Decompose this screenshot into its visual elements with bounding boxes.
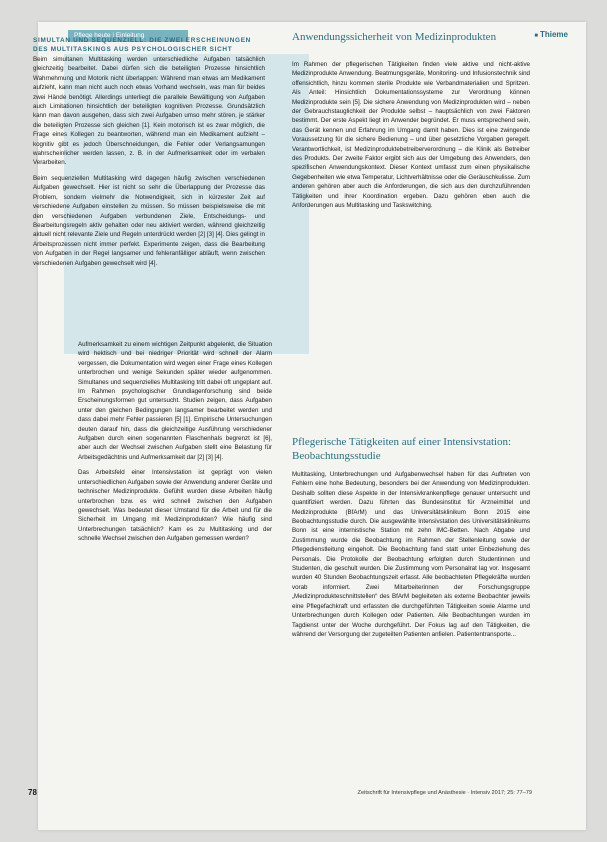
- info-box-body: [33, 55, 265, 274]
- info-box-paragraph: Beim simultanen Multitasking werden unterschiedliche Aufgaben tatsächlich gleichzeitig bearbeitet. Dabei dürfen sich die beteiligten Prozesse hinsichtlich Wahrnehmung und Motorik nicht überlappen: Während man etwas am Medikament aufzieht, kann man nicht auch noch etwas Vorhand wechseln, was man für beides zwei Hände benötigt. Allerdings unterliegt die parallele Bewältigung von Aufgaben auch Limitationen hinsichtlich der beteiligten kognitiven Prozesse. Grundsätzlich kann man davon ausgehen, dass sich zwei Aufgaben umso mehr stören, je stärker die beteiligten Prozesse sich gleichen [1]. Kein motorisch ist es zwar möglich, die Frage eines Kollegen zu beantworten, während man ein Medikament aufzieht – kognitiv gibt es jedoch Überschneidungen, die Fehler oder Verlangsamungen wahrscheinlicher werden lassen, z. B. in der Aufmerksamkeit oder im verbalen Verarbeiten.: [33, 56, 265, 167]
- section-label-left: Pflege heute: [74, 32, 111, 39]
- right-column-text-2: [292, 470, 530, 645]
- brand-logo-icon: ■: [534, 33, 538, 39]
- brand-name: Thieme: [539, 30, 568, 39]
- info-box-heading: SIMULTAN UND SEQUENZIELL: DIE ZWEI ERSCHEINUNGEN DES MULTITASKINGS AUS PSYCHOLOGISCHER SICHT: [33, 37, 251, 53]
- page-number: 78: [28, 788, 37, 797]
- body-paragraph: Das Arbeitsfeld einer Intensivstation ist geprägt von vielen unterschiedlichen Aufgaben sowie der Anwendung anderer Geräte und technischer Medizinprodukte. Gefühlt wurden diese Arbeiten häufig unterbrochen bzw. es wird schnell zwischen den Aufgaben gewechselt. Was bedeutet dieser Umstand für die Arbeit und für die Sicherheit im Umgang mit Medizinprodukten? Wie häufig sind Unterbrechungen tatsächlich? Kam es zu Multitasking und der schnelle Wechsel zwischen den Aufgaben gemessen werden?: [78, 469, 273, 543]
- section-heading-study: Pflegerische Tätigkeiten auf einer Intensivstation: Beobachtungsstudie: [292, 436, 512, 462]
- section-label-right: Einleitung: [115, 32, 145, 39]
- section-separator: |: [112, 32, 116, 39]
- right-column-text-1: [292, 60, 530, 217]
- info-box-paragraph: Beim sequenziellen Multitasking wird dagegen häufig zwischen verschiedenen Aufgaben gewechselt. Hier ist nicht so sehr die Überlappung der Prozesse das Problem, sondern vielmehr die Notwendigkeit, sich in kürzester Zeit auf verschiedene Aufgaben einstellen zu müssen. So müssen beispielsweise die mit den verschiedenen Aufgaben verbundenen Ziele, Entscheidungs- und Bearbeitungsregeln aktiv gehalten oder neu aktiviert werden, während gleichzeitig aktuell nicht relevante Ziele und Regeln unterdrückt werden [2] [3] [4]. Dies gelingt in Arbeitsprozessen nicht immer perfekt. Experimente zeigen, dass die Bearbeitung von Aufgaben in der Regel langsamer und fehleranfälliger abläuft, wenn zwischen verschiedenen Aufgaben gewechselt wird [4].: [33, 174, 265, 267]
- body-paragraph: Multitasking, Unterbrechungen und Aufgabenwechsel haben für das Auftreten von Fehlern eine hohe Bedeutung, besonders bei der Anwendung von Medizinprodukten. Deshalb sollten diese Aspekte in der Intensivkrankenpflege genauer untersucht und quantifiziert werden. Dazu führten das Bundesinstitut für Arzneimittel und Medizinprodukte (BfArM) und das Universitätsklinikum Bonn 2015 eine Beobachtungsstudie durch. Die ausgewählte Intensivstation des Universitätsklinikums Bonn ist eine internistische Station mit zehn IMC-Betten. Nach Abgabe und Zustimmung wurde die Beobachtung im Rahmen der Stellenleitung sowie der Pflegedienstleitung eingeholt. Die Beobachtung fand statt unter Einbeziehung des Personals. Die Protokolle der Beobachtung erfolgten durch Studentinnen und Studenten, die geschult wurden. Die Zustimmung vom Personalrat lag vor. Insgesamt wurden 40 Stunden Beobachtungszeit erfasst. Alle beobachteten Pflegekräfte wurden vorab informiert. Zwei Mitarbeiterinnen der Forschungsgruppe „Medizinprodukteschnittstellen“ des BfArM begleiteten als externe Beobachter jeweils eine Pflegefachkraft und erfassten die durchgeführten Tätigkeiten sowie Alarme und Unterbrechungen durch Kollegen oder Patienten. Alle Beobachtungen wurden im Tagdienst unter der Woche durchgeführt. Der Fokus lag auf den Tätigkeiten, die während der Versorgung der zugeteilten Patienten anfielen. Patiententransporte...: [292, 471, 530, 638]
- left-column-text: [78, 340, 272, 550]
- body-paragraph: Im Rahmen der pflegerischen Tätigkeiten finden viele aktive und nicht-aktive Medizinprodukte Anwendung. Beatmungsgeräte, Monitoring- und Infusionstechnik sind offensichtlich, hinzu kommen sterile Produkte wie Verbandmaterialien und Spritzen. Als Anteil: Hinsichtlich Dokumentationssysteme zur Verordnung können Medizinprodukte sein [5]. Die sichere Anwendung von Medizinprodukten wird – neben der Gebrauchstauglichkeit der Produkte selbst – hauptsächlich von zwei Faktoren bestimmt. Der erste Aspekt liegt im Anwender begründet. Er muss entsprechend sein, das Gerät kennen und Erfahrung im Umgang damit haben. Dies ist eine zwingende Voraussetzung für die sichere Bedienung – und über gesetzliche Vorgaben geregelt. Verantwortlichkeit, ist Medizinproduktebetreiberverordnung – die Klinik als Betreiber des Produkts. Der zweite Faktor ergibt sich aus der Umgebung des Anwenders, den spezifischen Anwendungskontext. Dieser Kontext umfasst zum einen physikalische Gegebenheiten wie etwa Temperatur, Lichtverhältnisse oder die Geräuschkulisse. Zum anderen gehören aber auch die Anforderungen, die sich aus den durchzuführenden Tätigkeiten und ihrer Koordination ergeben. Dazu gehören eben auch die Anforderungen aus Multitasking und Taskswitching.: [292, 61, 530, 210]
- publisher-brand: [534, 30, 568, 39]
- section-heading-safety: Anwendungssicherheit von Medizinprodukten: [292, 31, 497, 43]
- body-paragraph: Aufmerksamkeit zu einem wichtigen Zeitpunkt abgelenkt, die Situation wird hektisch und bei niedriger Priorität wird schnell der Alarm vergessen, die Dokumentation wird wegen einer Frage eines Kollegen unterbrochen und wenige Sekunden später wieder aufgenommen. Simultanes und sequenzielles Multitasking tritt dabei oft ungeplant auf. Im Rahmen psychologischer Grundlagenforschung sind beide Erscheinungsformen gut untersucht. Studien zeigen, dass Aufgaben unter den gleichen Bedingungen langsamer bearbeitet werden und dass dabei mehr Fehler passieren [5] [1]. Empirische Untersuchungen deuten darauf hin, dass die gleichzeitige Ausführung verschiedener Aufgaben durch einen sogenannten Flaschenhals begrenzt ist [6], aber auch der Wechsel zwischen Aufgaben stellt eine Belastung für Arbeitsgedächtnis und Aufmerksamkeit dar [2] [3] [4].: [78, 341, 272, 461]
- footer-citation: Zeitschrift für Intensivpflege und Anästhesie · Intensiv 2017; 25: 77–79: [357, 790, 532, 796]
